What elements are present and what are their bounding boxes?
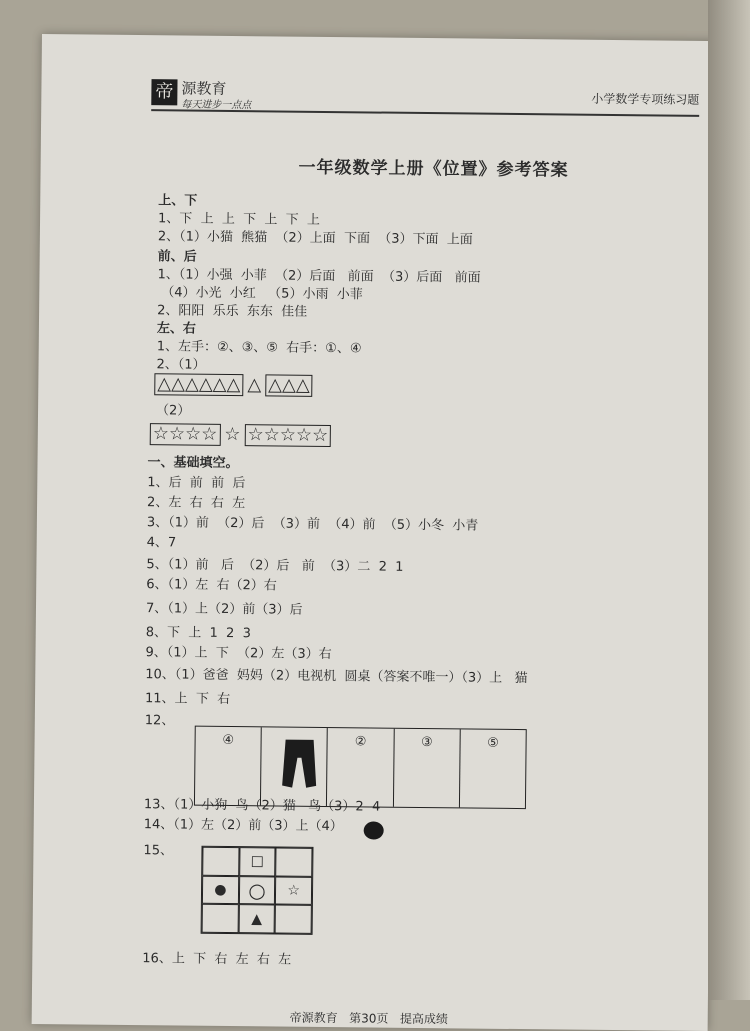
grid15-cell	[202, 904, 239, 933]
answer-line: 15、	[143, 843, 174, 859]
answer-line: 1、下 上 上 下 上 下 上	[157, 211, 321, 228]
answer-line: 12、	[144, 713, 175, 729]
answer-line: 14、（1）左（2）前（3）上（4）	[143, 817, 343, 835]
ink-blot	[364, 821, 384, 839]
section-basic-fill: 一、基础填空。	[147, 455, 239, 472]
logo: 帝	[151, 79, 177, 105]
triangle-box-right: △△△	[265, 374, 313, 396]
grid15-cell: ☆	[275, 876, 312, 905]
grid15-cell: ○	[239, 876, 276, 905]
answer-line: 11、上 下 右	[144, 691, 231, 708]
page-title: 一年级数学上册《位置》参考答案	[298, 157, 569, 181]
answer-line: 2、左 右 右 左	[147, 495, 246, 512]
grid12-cell: ③	[394, 729, 461, 808]
answer-line: 5、（1）前 后 （2）后 前 （3）二 2 1	[146, 557, 404, 575]
grid15-cell	[275, 905, 312, 934]
page-footer: 帝源教育 第30页 提高成绩	[289, 1010, 448, 1027]
page-edge-shadow	[708, 0, 750, 1000]
answer-line: 13、（1）小狗 鸟（2）猫 鸟（3）2 4	[143, 797, 381, 815]
answer-line: 2、（1）	[156, 357, 206, 373]
answer-line: 2、阳阳 乐乐 东东 佳佳	[157, 303, 308, 320]
answer-line: 3、（1）前 （2）后 （3）前 （4）前 （5）小冬 小青	[146, 515, 479, 534]
answer-line: 1、后 前 前 后	[147, 475, 246, 492]
answer-line: 7、（1）上（2）前（3）后	[145, 601, 303, 618]
grid12-cell: ④	[195, 727, 262, 806]
page-header	[151, 75, 711, 117]
grid15-cell: ▲	[238, 904, 275, 933]
series-title: 小学数学专项练习题	[591, 91, 700, 107]
answer-line: 2、（1）小猫 熊猫 （2）上面 下面 （3）下面 上面	[157, 229, 473, 248]
pants-icon	[279, 738, 320, 792]
grid15-cell	[276, 847, 313, 876]
header-rule	[151, 109, 699, 117]
answer-line: 1、左手：②、③、⑤ 右手：①、④	[156, 339, 362, 357]
answer-line: 9、（1）上 下 （2）左（3）右	[145, 645, 332, 663]
star-box-left: ☆☆☆☆	[150, 423, 221, 446]
brand-name: 源教育	[181, 79, 227, 98]
answer-line: 10、（1）爸爸 妈妈（2）电视机 圆桌（答案不唯一）（3）上 猫	[145, 667, 528, 687]
star-middle: ☆	[224, 423, 241, 446]
section-up-down: 上、下	[158, 193, 198, 209]
grid12-cell: ②	[327, 728, 394, 807]
slogan: 每天进步一点点	[181, 99, 252, 112]
answer-line: 16、上 下 右 左 右 左	[142, 951, 292, 968]
section-front-back: 前、后	[157, 249, 197, 265]
answer-line: 8、下 上 1 2 3	[145, 625, 251, 642]
triangle-middle: △	[247, 374, 262, 396]
answer-line: 6、（1）左 右（2）右	[146, 577, 277, 594]
answer-line: （4）小光 小红 （5）小雨 小菲	[161, 285, 363, 303]
grid15-cell: ●	[202, 875, 239, 904]
position-grid-15	[201, 846, 314, 935]
answer-line: 1、（1）小强 小菲 （2）后面 前面 （3）后面 前面	[157, 267, 481, 286]
triangle-box-left: △△△△△△	[154, 373, 243, 396]
grid15-cell: □	[239, 847, 276, 876]
star-row	[150, 423, 332, 447]
worksheet-page	[32, 34, 718, 1031]
grid12-cell: ⑤	[487, 735, 499, 751]
triangle-row	[154, 373, 313, 397]
answer-line: （2）	[155, 403, 191, 419]
section-left-right: 左、右	[156, 321, 197, 337]
star-box-right: ☆☆☆☆☆	[244, 424, 331, 447]
grid15-cell	[202, 847, 239, 876]
answer-line: 4、7	[146, 535, 177, 551]
